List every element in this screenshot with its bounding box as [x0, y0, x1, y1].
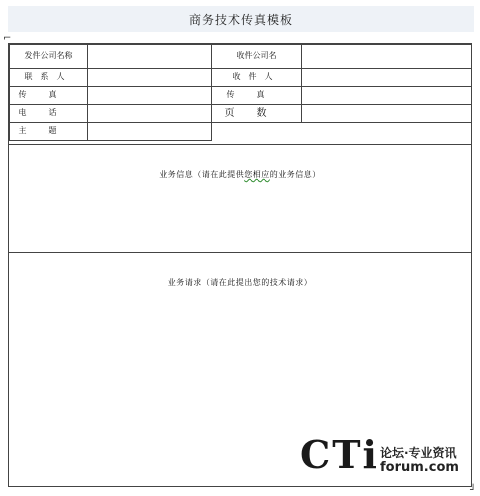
blank-cell	[302, 123, 472, 141]
watermark-brand: CTi	[300, 432, 379, 477]
cti-forum-watermark	[300, 432, 470, 480]
fax-field[interactable]	[88, 87, 212, 105]
page-title: 商务技术传真模板	[8, 6, 474, 32]
corner-mark-bottom-right: ┘	[470, 485, 477, 496]
fax-field-right[interactable]	[302, 87, 472, 105]
contact-label: 联系人	[10, 69, 88, 87]
business-info-label: 业务信息（请在此提供您相应的业务信息）	[159, 170, 321, 179]
subject-field[interactable]	[88, 123, 212, 141]
subject-label: 主题	[10, 123, 88, 141]
fax-label-right: 传真	[212, 87, 302, 105]
receiver-field[interactable]	[302, 69, 472, 87]
business-info-section[interactable]	[9, 144, 471, 252]
sender-company-label: 发件公司名称	[10, 45, 88, 69]
phone-field[interactable]	[88, 105, 212, 123]
receiver-label: 收件人	[212, 69, 302, 87]
receiver-company-label: 收件公司名	[212, 45, 302, 69]
watermark-site: forum.com	[380, 460, 459, 475]
receiver-company-field[interactable]	[302, 45, 472, 69]
pages-label: 页数	[212, 105, 302, 123]
business-request-label: 业务请求（请在此提出您的技术请求）	[167, 278, 313, 287]
contact-field[interactable]	[88, 69, 212, 87]
blank-cell	[212, 123, 302, 141]
sender-company-field[interactable]	[88, 45, 212, 69]
pages-field[interactable]	[302, 105, 472, 123]
corner-mark-top-left: ⌐	[3, 33, 12, 44]
phone-label: 电话	[10, 105, 88, 123]
header-table	[9, 44, 472, 141]
watermark-tagline: 论坛·专业资讯	[380, 446, 457, 460]
fax-form	[8, 43, 472, 487]
fax-label: 传真	[10, 87, 88, 105]
